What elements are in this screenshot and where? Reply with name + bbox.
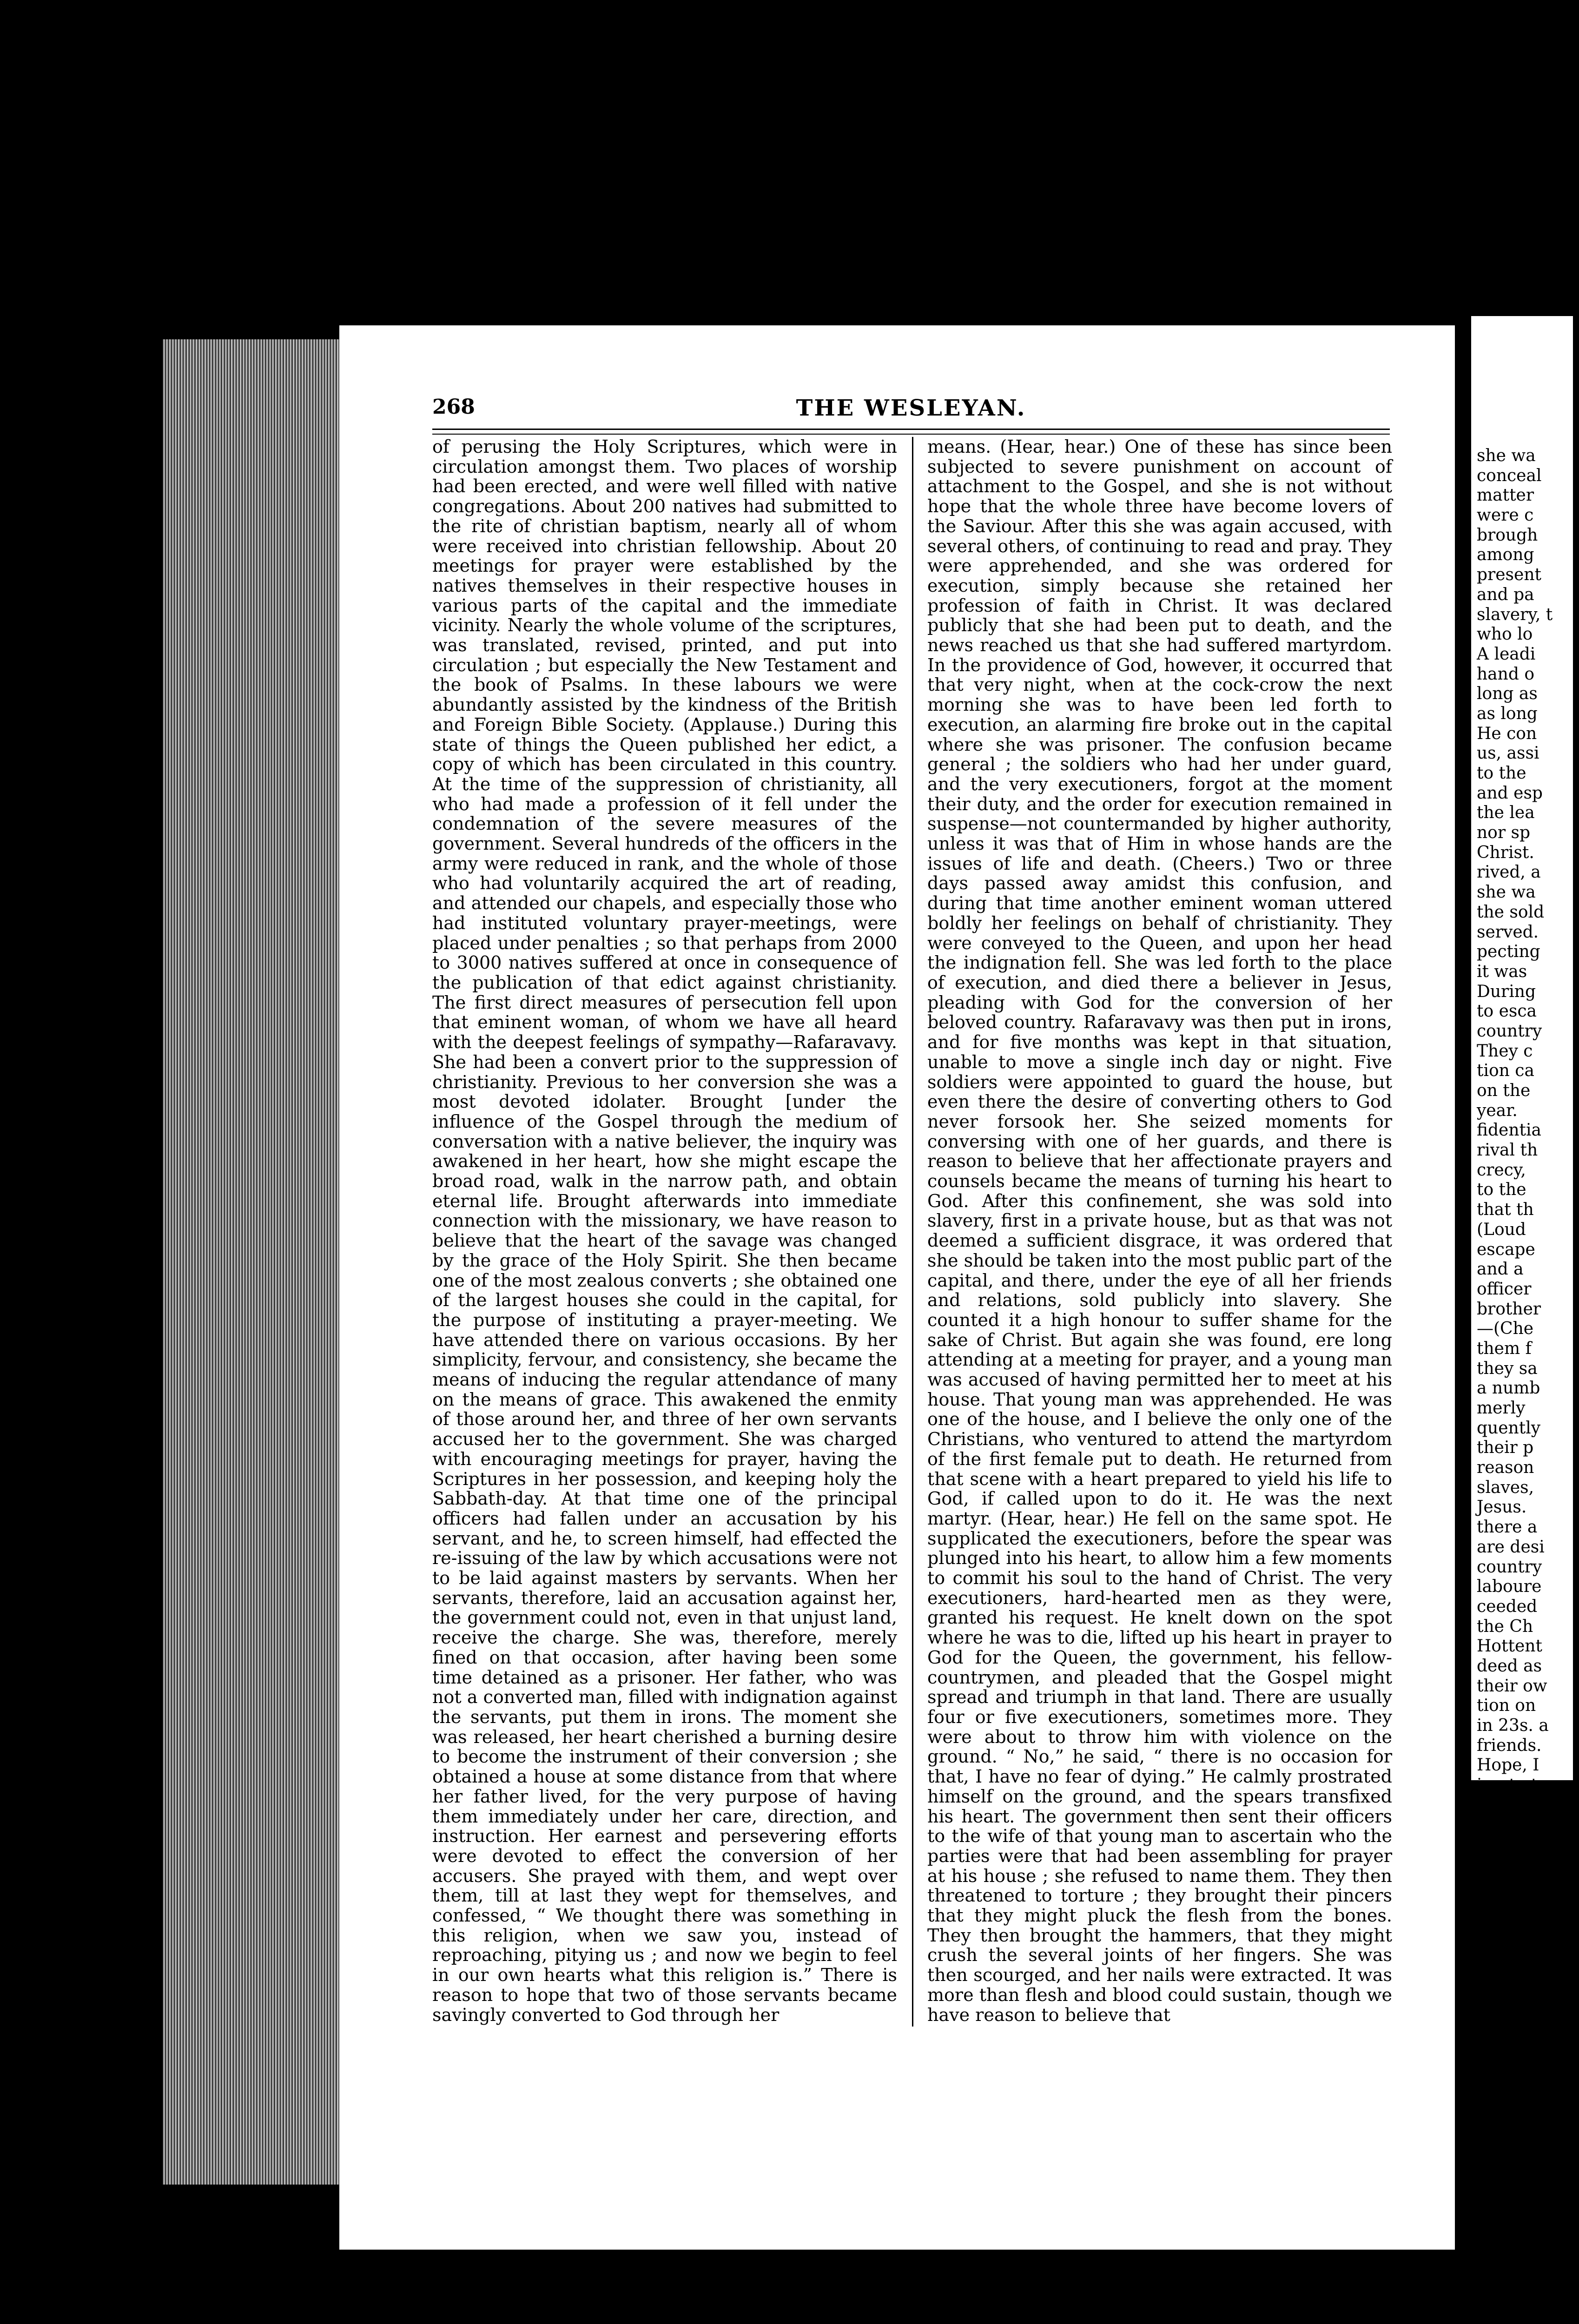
header-rule (432, 429, 1390, 435)
next-page-fragment: and the (1477, 1835, 1541, 1855)
next-page-fragment: brough (1477, 525, 1538, 545)
book-gutter-edge (163, 339, 339, 2185)
next-page-fragment: matter (1477, 486, 1534, 505)
next-page-fragment: (Loud (1477, 1220, 1526, 1239)
page-number: 268 (432, 395, 475, 419)
next-page-fragment: slaves, (1477, 1478, 1534, 1497)
page-268 (339, 325, 1455, 2250)
next-page-fragment: brother (1477, 1299, 1541, 1319)
next-page-fragment: as long (1477, 704, 1538, 723)
next-page-fragment: them be (1477, 1934, 1546, 1954)
next-page-fragment: and ha (1477, 1914, 1534, 1934)
next-page-fragment: among (1477, 545, 1534, 565)
next-page-fragment: Hope, I (1477, 1756, 1539, 1775)
next-page-fragment: she wa (1477, 883, 1536, 902)
next-page-fragment: Thus ei (1477, 1815, 1539, 1835)
next-page-fragment: it was (1477, 962, 1527, 981)
next-page-fragment: to esca (1477, 1002, 1537, 1021)
next-page-fragment: escape (1477, 1240, 1535, 1259)
next-page-fragment: and pa (1477, 585, 1534, 604)
left-column (432, 437, 897, 2073)
next-page-fragment: country (1477, 1557, 1542, 1577)
right-column-text: means. (Hear, hear.) One of these has since been subjected to severe punishment on account of attachment to the Gospel, and she is not without hope that the whole three have become lovers of the Saviour. After this she was again accused, with several others, of continuing to read and pray. They were apprehended, and she was ordered for execution, simply because she retained her profession of faith in Christ. It was declared publicly that she had been put to death, and the news reached us that she had suffered martyrdom. In the providence of God, however, it occurred that that very night, when at the cock-crow the next morning she was to have been led forth to execution, an alarming fire broke out in the capital where she was prisoner. The confusion became general ; the soldiers who had her under guard, and the very executioners, forgot at the moment their duty, and the order for execution remained in suspense—not countermanded by higher authority, unless it was that of Him in whose hands are the issues of life and death. (Cheers.) Two or three days passed away amidst this confusion, and during that time another eminent woman uttered boldly her feelings on behalf of christianity. They were conveyed to the Queen, and upon her head the indignation fell. She was led forth to the place of execution, and died there a believer in Jesus, pleading with God for the conversion of her beloved country. Rafaravavy was then put in irons, and for five months was kept in that situation, unable to move a single inch day or night. Five soldiers were appointed to guard the house, but even there the desire of converting others to God never forsook her. She seized moments for conversing with one of her guards, and there is reason to believe that her affectionate prayers and counsels became the means of turning his heart to God. After this confinement, she was sold into slavery, first in a private house, but as that was not deemed a sufficient disgrace, it was ordered that she should be taken into the most public part of the capital, and there, under the eye of all her friends and relations, sold publicly into slavery. She counted it a high honour to suffer shame for the sake of Christ. But again she was found, ere long attending at a meeting for prayer, and a young man was accused of having permitted her to meet at his house. That young man was apprehended. He was one of the house, and I believe the only one of the Christians, who ventured to attend the martyrdom of the first female put to death. He returned from that scene with a heart prepared to yield his life to God, if called upon to do it. He was the next martyr. (Hear, hear.) He fell on the same spot. He supplicated the executioners, before the spear was plunged into his heart, to allow him a few moments to commit his soul to the hand of Christ. The very executioners, hard-hearted men as they were, granted his request. He knelt down on the spot where he was to die, lifted up his heart in prayer to God for the Queen, the government, his fellow-countrymen, and pleaded that the Gospel might spread and triumph in that land. There are usually four or five executioners, sometimes more. They were about to throw him with violence on the ground. “ No,” he said, “ there is no occasion for that, I have no fear of dying.” He calmly prostrated himself on the ground, and the spears transfixed his heart. The government then sent their officers to the wife of that young man to ascertain who the parties were that had been assembling for prayer at his house ; she refused to name them. They then threatened to torture ; they brought their pincers that they might pluck the flesh from the bones. They then brought the hammers, that they might crush the several joints of her fingers. She was then scourged, and her nails were extracted. It was more than flesh and blood could sustain, though we have reason to believe that (927, 436, 1392, 2025)
next-page-fragment: rival th (1477, 1141, 1538, 1160)
next-page-fragment: long as (1477, 684, 1538, 704)
next-page-fragment: tion on (1477, 1696, 1536, 1716)
left-column-text: of perusing the Holy Scriptures, which were in circulation amongst them. Two places of worship had been erected, and were well filled with native congregations. About 200 natives had submitted to the rite of christian baptism, nearly all of whom were received into christian fellowship. About 20 meetings for prayer were established by the natives themselves in their respective houses in various parts of the capital and the immediate vicinity. Nearly the whole volume of the scriptures, was translated, revised, printed, and put into circulation ; but especially the New Testament and the book of Psalms. In these labours we were abundantly assisted by the kindness of the British and Foreign Bible Society. (Applause.) During this state of things the Queen published her edict, a copy of which has been circulated in this country. At the time of the suppression of christianity, all who had made a profession of it fell under the condemnation of the severe measures of the government. Several hundreds of the officers in the army were reduced in rank, and the whole of those who had voluntarily acquired the art of reading, and attended our chapels, and especially those who had instituted voluntary prayer-meetings, were placed under penalties ; so that perhaps from 2000 to 3000 natives suffered at once in consequence of the publication of that edict against christianity. The first direct measures of persecution fell upon that eminent woman, of whom we have all heard with the deepest feelings of sympathy—Rafaravavy. She had been a convert prior to the suppression of christianity. Previous to her conversion she was a most devoted idolater. Brought [under the influence of the Gospel through the medium of conversation with a native believer, the inquiry was awakened in her heart, how she might escape the broad road, walk in the narrow path, and obtain eternal life. Brought afterwards into immediate connection with the missionary, we have reason to believe that the heart of the savage was changed by the grace of the Holy Spirit. She then became one of the most zealous converts ; she obtained one of the largest houses she could in the capital, for the purpose of instituting a prayer-meeting. We have attended there on various occasions. By her simplicity, fervour, and consistency, she became the means of inducing the regular attendance of many on the means of grace. This awakened the enmity of those around her, and three of her own servants accused her to the government. She was charged with encouraging meetings for prayer, having the Scriptures in her possession, and keeping holy the Sabbath-day. At that time one of the principal officers had fallen under an accusation by his servant, and he, to screen himself, had effected the re-issuing of the law by which accusations were not to be laid against masters by servants. When her servants, therefore, laid an accusation against her, the government could not, even in that unjust land, receive the charge. She was, therefore, merely fined on that occasion, after having been some time detained as a prisoner. Her father, who was not a converted man, filled with indignation against the servants, put them in irons. The moment she was released, her heart cherished a burning desire to become the instrument of their conversion ; she obtained a house at some distance from that where her father lived, for the very purpose of having them immediately under her care, direction, and instruction. Her earnest and persevering efforts were devoted to effect the conversion of her accusers. She prayed with them, and wept over them, till at last they wept for themselves, and confessed, “ We thought there was something in this religion, when we saw you, instead of reproaching, pitying us ; and now we begin to feel in our own hearts what this religion is.” There is reason to hope that two of those servants became savingly converted to God through her (432, 436, 897, 2025)
next-page-fragment: Jesus. (1477, 1498, 1527, 1517)
next-page-fragment: and a (1477, 1260, 1524, 1279)
next-page-fragment: friends. (1477, 1736, 1542, 1755)
next-page-fragment: of the h (1477, 1954, 1542, 1974)
next-page-fragment: —(Che (1477, 1319, 1534, 1339)
next-page-fragment: fidentia (1477, 1121, 1541, 1140)
next-page-fragment: that th (1477, 1200, 1534, 1220)
next-page-fragment: us, assi (1477, 744, 1539, 763)
next-page-fragments (1477, 446, 1579, 1994)
right-column (927, 437, 1392, 2073)
next-page-fragment: hand o (1477, 664, 1534, 684)
next-page-fragment: in 23s. a (1477, 1716, 1549, 1735)
next-page-fragment: conceal (1477, 466, 1542, 485)
next-page-fragment: them f (1477, 1339, 1532, 1358)
next-page-fragment: and esp (1477, 783, 1543, 803)
next-page-fragment: their p (1477, 1438, 1534, 1458)
page-header (432, 395, 1390, 423)
next-page-fragment: been be (1477, 1855, 1544, 1874)
next-page-fragment: them co (1477, 1895, 1545, 1914)
next-page-fragment: officer (1477, 1279, 1532, 1299)
next-page-fragment: deed as (1477, 1656, 1542, 1676)
next-page-fragment: A leadi (1477, 644, 1536, 664)
next-page-fragment: she wa (1477, 446, 1536, 465)
next-page-fragment: a numb (1477, 1379, 1540, 1398)
next-page-fragment: to the (1477, 764, 1526, 783)
next-page-fragment: nor sp (1477, 823, 1531, 843)
next-page-fragment: ceeded (1477, 1597, 1538, 1616)
next-page-fragment: are desi (1477, 1537, 1545, 1557)
next-page-fragment: laboure (1477, 1577, 1542, 1597)
next-page-fragment: quently (1477, 1418, 1541, 1438)
next-page-fragment: there a (1477, 1518, 1538, 1537)
next-page-fragment: they sa (1477, 1359, 1538, 1378)
next-page-fragment: merly (1477, 1399, 1526, 1418)
column-divider (912, 437, 913, 2027)
next-page-fragment: present (1477, 565, 1541, 585)
next-page-fragment: year. (1477, 1101, 1518, 1120)
next-page-fragment: the sold (1477, 902, 1545, 922)
next-page-fragment: country (1477, 1021, 1542, 1041)
next-page-fragment: to the (1477, 1180, 1526, 1200)
next-page-fragment: crecy, (1477, 1160, 1526, 1180)
next-page-fragment: Hottent (1477, 1637, 1542, 1656)
next-page-fragment: in them (1477, 1795, 1542, 1815)
next-page-fragment: convers (1477, 1875, 1543, 1894)
next-page-fragment: tion ca (1477, 1061, 1534, 1081)
next-page-fragment: their ow (1477, 1676, 1547, 1696)
next-page-fragment: ing to t (1477, 1776, 1538, 1795)
next-page-fragment: He con (1477, 724, 1537, 743)
next-page-fragment: served. (1477, 922, 1539, 942)
next-page-fragment: who lo (1477, 625, 1533, 644)
next-page-fragment: Christ. (1477, 843, 1534, 862)
next-page-fragment: on the (1477, 1081, 1531, 1100)
next-page-fragment: rived, a (1477, 863, 1541, 882)
next-page-fragment: were c (1477, 506, 1534, 525)
running-title: THE WESLEYAN. (796, 395, 1026, 421)
next-page-fragment: the lea (1477, 803, 1535, 823)
next-page-fragment: They c (1477, 1041, 1533, 1061)
next-page-fragment: to add th (1477, 1974, 1553, 1993)
next-page-fragment: reason (1477, 1458, 1534, 1478)
next-page-fragment: the Ch (1477, 1617, 1533, 1636)
next-page-fragment: During (1477, 982, 1536, 1001)
next-page-fragment: pecting (1477, 942, 1540, 962)
next-page-fragment: slavery, t (1477, 605, 1553, 624)
next-page-edge (1471, 316, 1573, 1993)
